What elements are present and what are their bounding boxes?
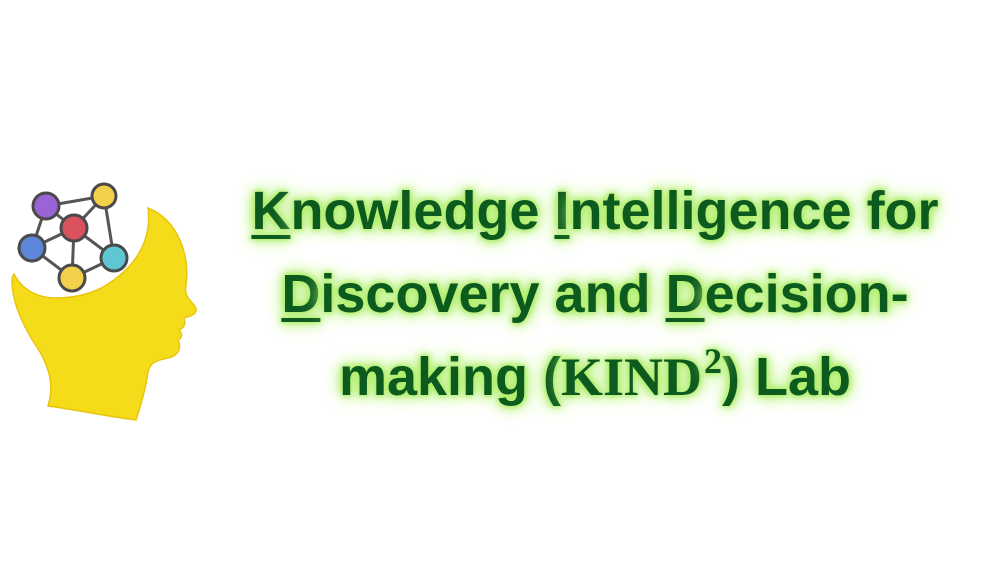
node-cyan [101, 245, 127, 271]
word-knowledge-rest: nowledge [290, 181, 540, 241]
title-line-1 [200, 170, 990, 253]
word-intelligence-rest: ntelligence for [569, 181, 939, 241]
title-line-2 [200, 253, 990, 336]
title-line-3 [200, 336, 990, 425]
node-yellow-top [92, 184, 116, 208]
brain-network-head-icon [8, 180, 198, 425]
word-discovery-rest: iscovery and [320, 264, 651, 324]
word-making: making ( [338, 347, 562, 407]
initial-i: I [554, 181, 570, 241]
acronym-kind: KIND [561, 347, 703, 407]
acronym-superscript: 2 [704, 341, 723, 381]
node-yellow-bottom [59, 265, 85, 291]
initial-d-decision: D [665, 264, 705, 324]
word-decision-rest: ecision- [704, 264, 909, 324]
node-purple [33, 193, 59, 219]
node-red [61, 215, 87, 241]
word-lab: ) Lab [722, 347, 852, 407]
initial-k: K [251, 181, 291, 241]
lab-title [200, 170, 990, 425]
initial-d-discovery: D [281, 264, 321, 324]
node-blue [19, 235, 45, 261]
